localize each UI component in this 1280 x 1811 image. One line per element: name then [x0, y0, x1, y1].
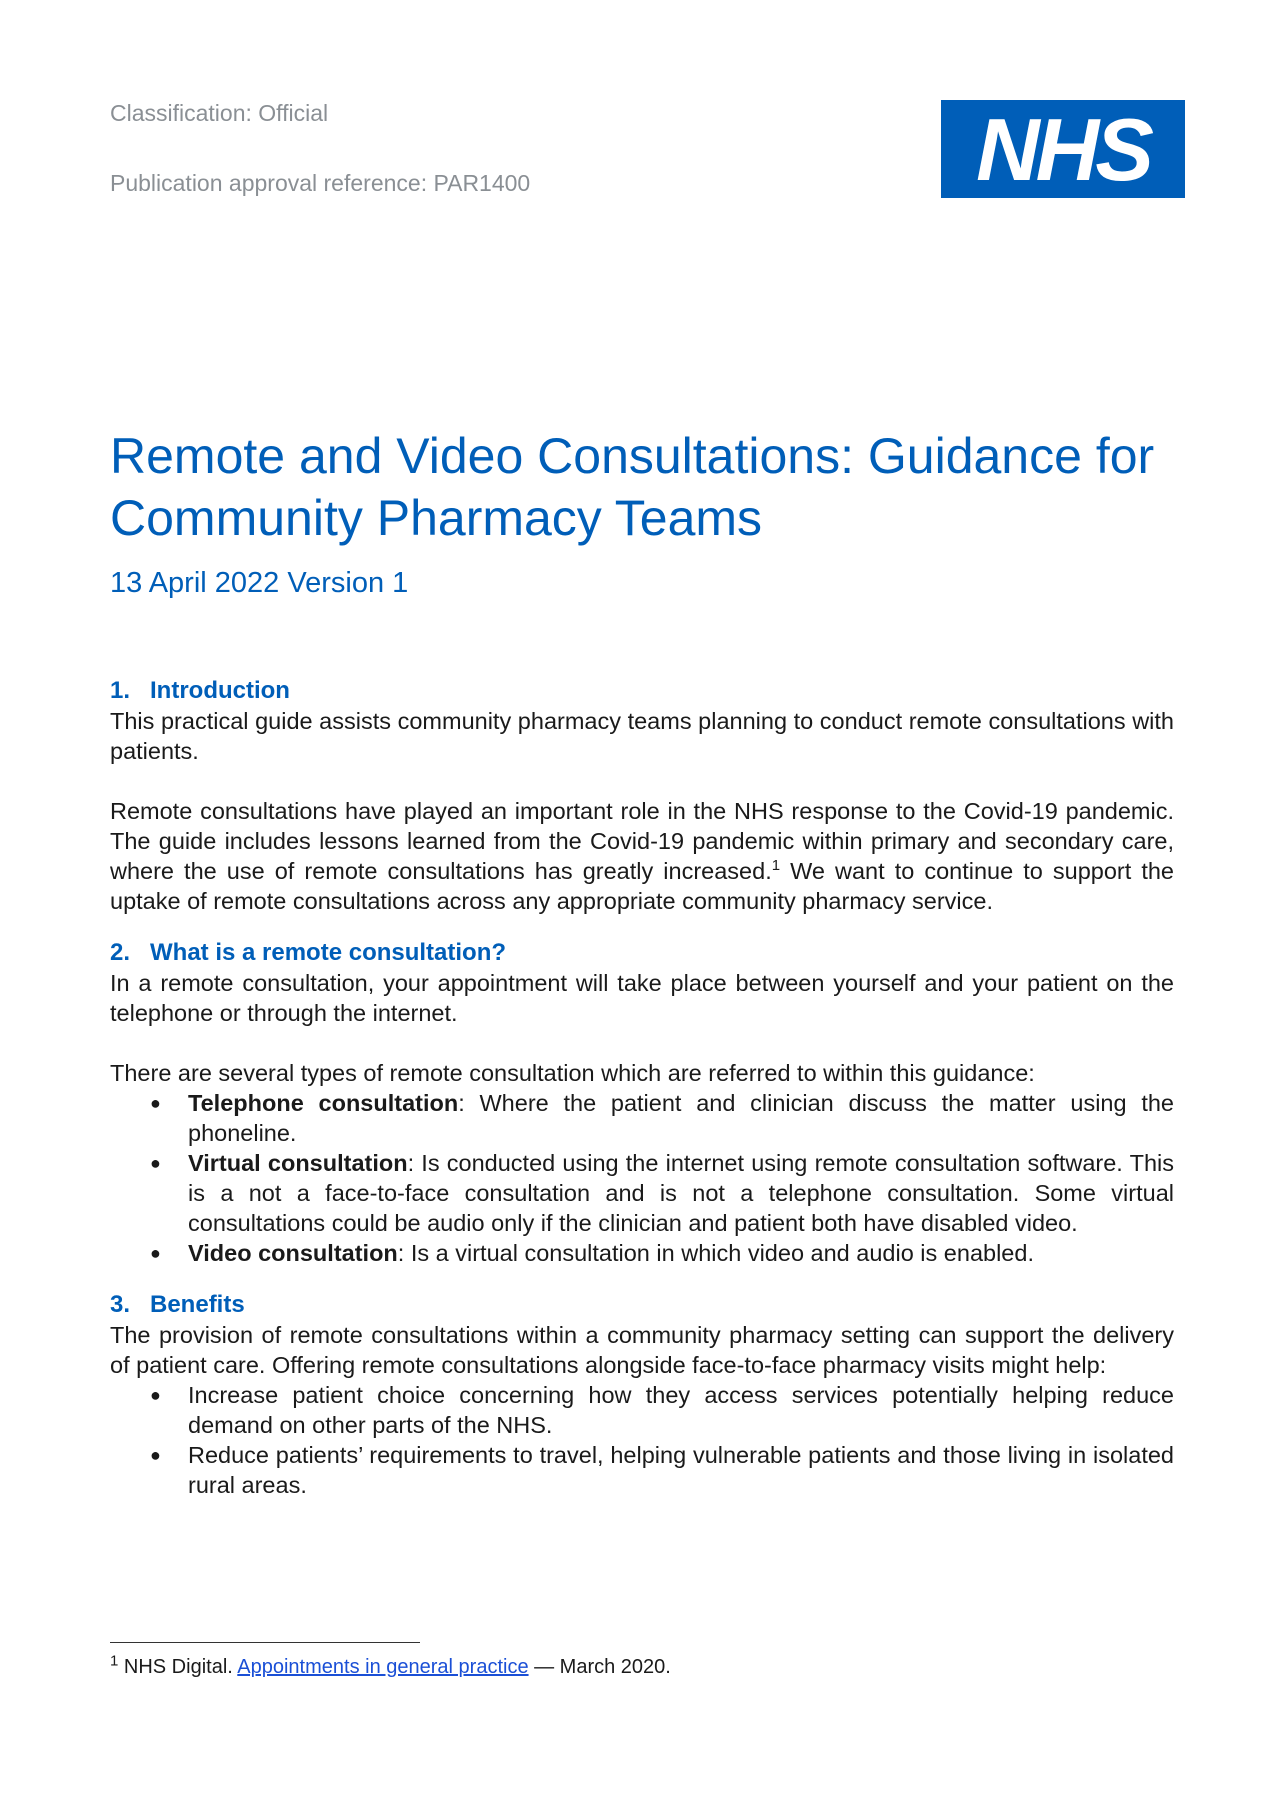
list-item: ● Reduce patients’ requirements to travel, helping vulnerable patients and those living in isolated rural areas. — [110, 1440, 1174, 1500]
section-heading — [110, 938, 1174, 968]
list-item — [110, 1148, 1174, 1238]
list-item-text: : Where the patient and clinician discuss the matter using the phoneline. — [188, 1090, 1174, 1146]
section-number: 1. — [110, 677, 131, 704]
benefits-list — [110, 1380, 1174, 1500]
document-title: Remote and Video Consultations: Guidance for Community Pharmacy Teams — [110, 428, 1155, 546]
paragraph — [110, 796, 1174, 916]
section-benefits — [110, 1290, 1174, 1500]
paragraph-text: We want to continue to support the uptake of remote consultations across any appropriate community pharmacy service. — [110, 858, 1174, 914]
paragraph: The provision of remote consultations within a community pharmacy setting can support the delivery of patient care. Offering remote consultations alongside face-to-face pharmacy visits might help: — [110, 1322, 1174, 1378]
section-title: Introduction — [150, 677, 290, 704]
footnote-marker: 1 — [110, 1652, 119, 1670]
section-introduction — [110, 676, 1174, 916]
list-item-term: Telephone consultation — [188, 1090, 459, 1116]
nhs-logo — [941, 100, 1185, 198]
footnote-link[interactable]: Appointments in general practice — [237, 1656, 529, 1678]
nhs-logo-graphic — [941, 100, 1185, 198]
footnote-reference[interactable]: 1 — [771, 857, 781, 875]
section-number: 2. — [110, 939, 131, 966]
nhs-logo-text: NHS — [976, 100, 1150, 198]
consultation-types-list — [110, 1088, 1174, 1268]
paragraph: This practical guide assists community pharmacy teams planning to conduct remote consultations with patients. — [110, 708, 1174, 764]
section-number: 3. — [110, 1291, 131, 1318]
list-item: ● Increase patient choice concerning how they access services potentially helping reduce demand on other parts of the NHS. — [110, 1380, 1174, 1440]
section-what-is-remote-consultation — [110, 938, 1174, 1268]
list-item-text: : Is conducted using the internet using remote consultation software. This is a not a face-to-face consultation and is not a telephone consultation. Some virtual consultations could be audio only if the clinician and patient both have disabled video. — [188, 1150, 1174, 1236]
classification-label: Classification: Official — [110, 100, 329, 126]
document-date-version: 13 April 2022 Version 1 — [110, 567, 409, 599]
document-body — [110, 676, 1174, 1500]
list-item — [110, 1238, 1174, 1268]
publication-reference: Publication approval reference: PAR1400 — [110, 170, 531, 196]
list-item-term: Virtual consultation — [188, 1150, 408, 1176]
paragraph: In a remote consultation, your appointment will take place between yourself and your patient on the telephone or through the internet. — [110, 970, 1174, 1026]
section-title: Benefits — [150, 1291, 245, 1318]
section-title: What is a remote consultation? — [150, 939, 507, 966]
list-item-term: Video consultation — [188, 1240, 398, 1266]
list-item — [110, 1088, 1174, 1148]
section-heading — [110, 1290, 1174, 1320]
paragraph: There are several types of remote consultation which are referred to within this guidance: — [110, 1060, 1035, 1086]
footnote-source: NHS Digital. — [118, 1656, 238, 1678]
footnote — [110, 1652, 671, 1679]
paragraph-text: Remote consultations have played an important role in the NHS response to the Covid-19 pandemic. The guide includes lessons learned from the Covid-19 pandemic within primary and secondary care, where the use of remote consultations has greatly increased. — [110, 798, 1174, 884]
footnote-divider — [110, 1642, 420, 1643]
list-item-text: : Is a virtual consultation in which video and audio is enabled. — [397, 1240, 1034, 1266]
footnote-date: — March 2020. — [528, 1656, 671, 1678]
section-heading — [110, 676, 1174, 706]
